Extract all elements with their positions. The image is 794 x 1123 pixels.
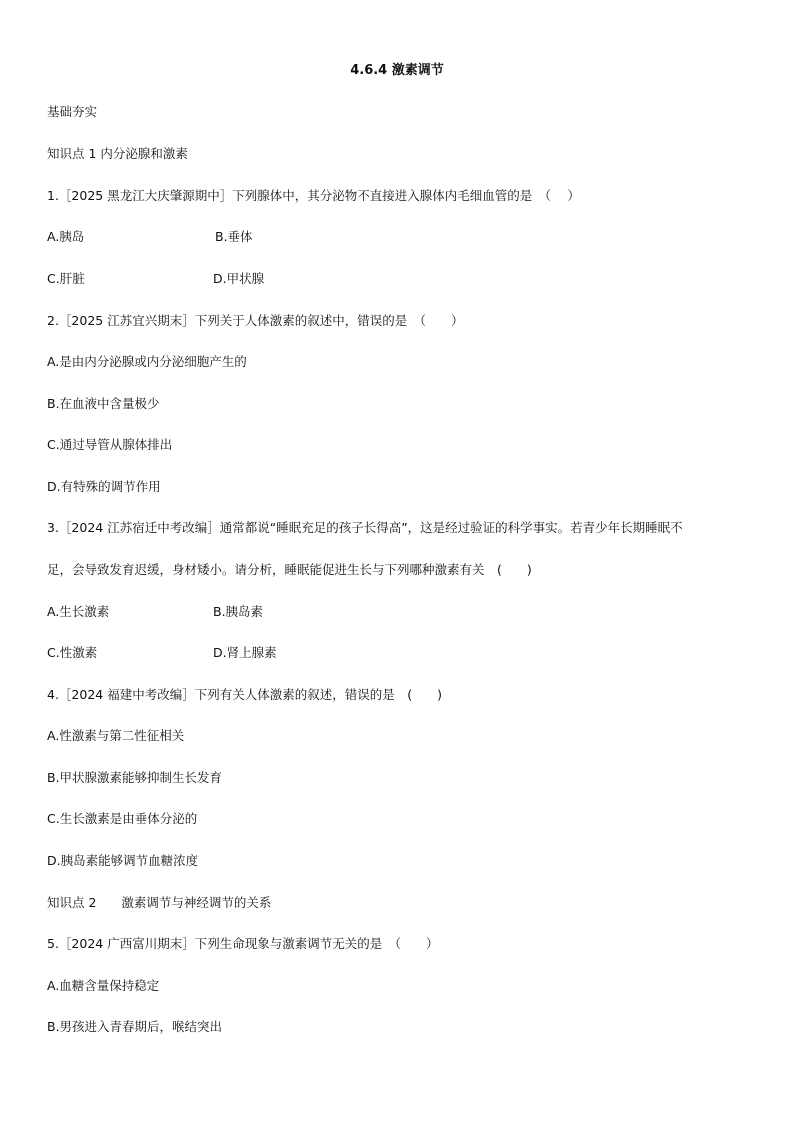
question-1-stem: 1.［2025 黑龙江大庆肇源期中］下列腺体中，其分泌物不直接进入腺体内毛细血管的是 （ ） — [47, 188, 580, 203]
question-3-option-c: C.性激素 — [47, 645, 98, 660]
question-2-option-b: B.在血液中含量极少 — [47, 396, 160, 411]
question-3-stem-line-2: 足，会导致发育迟缓，身材矮小。请分析，睡眠能促进生长与下列哪种激素有关 ( ) — [47, 562, 532, 577]
section-heading: 基础夯实 — [47, 104, 98, 119]
question-5-stem: 5.［2024 广西富川期末］下列生命现象与激素调节无关的是 （ ） — [47, 936, 439, 951]
knowledge-point-1: 知识点 1 内分泌腺和激素 — [47, 146, 188, 161]
question-1-option-a: A.胰岛 — [47, 229, 85, 244]
question-3-stem-line-1: 3.［2024 江苏宿迁中考改编］通常都说“睡眠充足的孩子长得高”，这是经过验证的科学事实。若青少年长期睡眠不 — [47, 520, 683, 535]
question-5-option-a: A.血糖含量保持稳定 — [47, 978, 160, 993]
question-1-option-c: C.肝脏 — [47, 271, 85, 286]
question-3-option-a: A.生长激素 — [47, 604, 110, 619]
question-1-option-d: D.甲状腺 — [213, 271, 265, 286]
document-title: 4.6.4 激素调节 — [350, 63, 444, 78]
knowledge-point-2: 知识点 2 激素调节与神经调节的关系 — [47, 895, 272, 910]
question-4-option-c: C.生长激素是由垂体分泌的 — [47, 811, 198, 826]
question-2-option-d: D.有特殊的调节作用 — [47, 479, 161, 494]
question-3-option-d: D.肾上腺素 — [213, 645, 277, 660]
question-3-option-b: B.胰岛素 — [213, 604, 264, 619]
question-4-option-a: A.性激素与第二性征相关 — [47, 728, 185, 743]
question-1-option-b: B.垂体 — [215, 229, 253, 244]
question-5-option-b: B.男孩进入青春期后，喉结突出 — [47, 1019, 223, 1034]
question-2-stem: 2.［2025 江苏宜兴期末］下列关于人体激素的叙述中，错误的是 （ ） — [47, 313, 464, 328]
question-4-option-d: D.胰岛素能够调节血糖浓度 — [47, 853, 199, 868]
question-2-option-a: A.是由内分泌腺或内分泌细胞产生的 — [47, 354, 247, 369]
question-4-option-b: B.甲状腺激素能够抑制生长发育 — [47, 770, 223, 785]
question-2-option-c: C.通过导管从腺体排出 — [47, 437, 173, 452]
question-4-stem: 4.［2024 福建中考改编］下列有关人体激素的叙述，错误的是 ( ) — [47, 687, 442, 702]
